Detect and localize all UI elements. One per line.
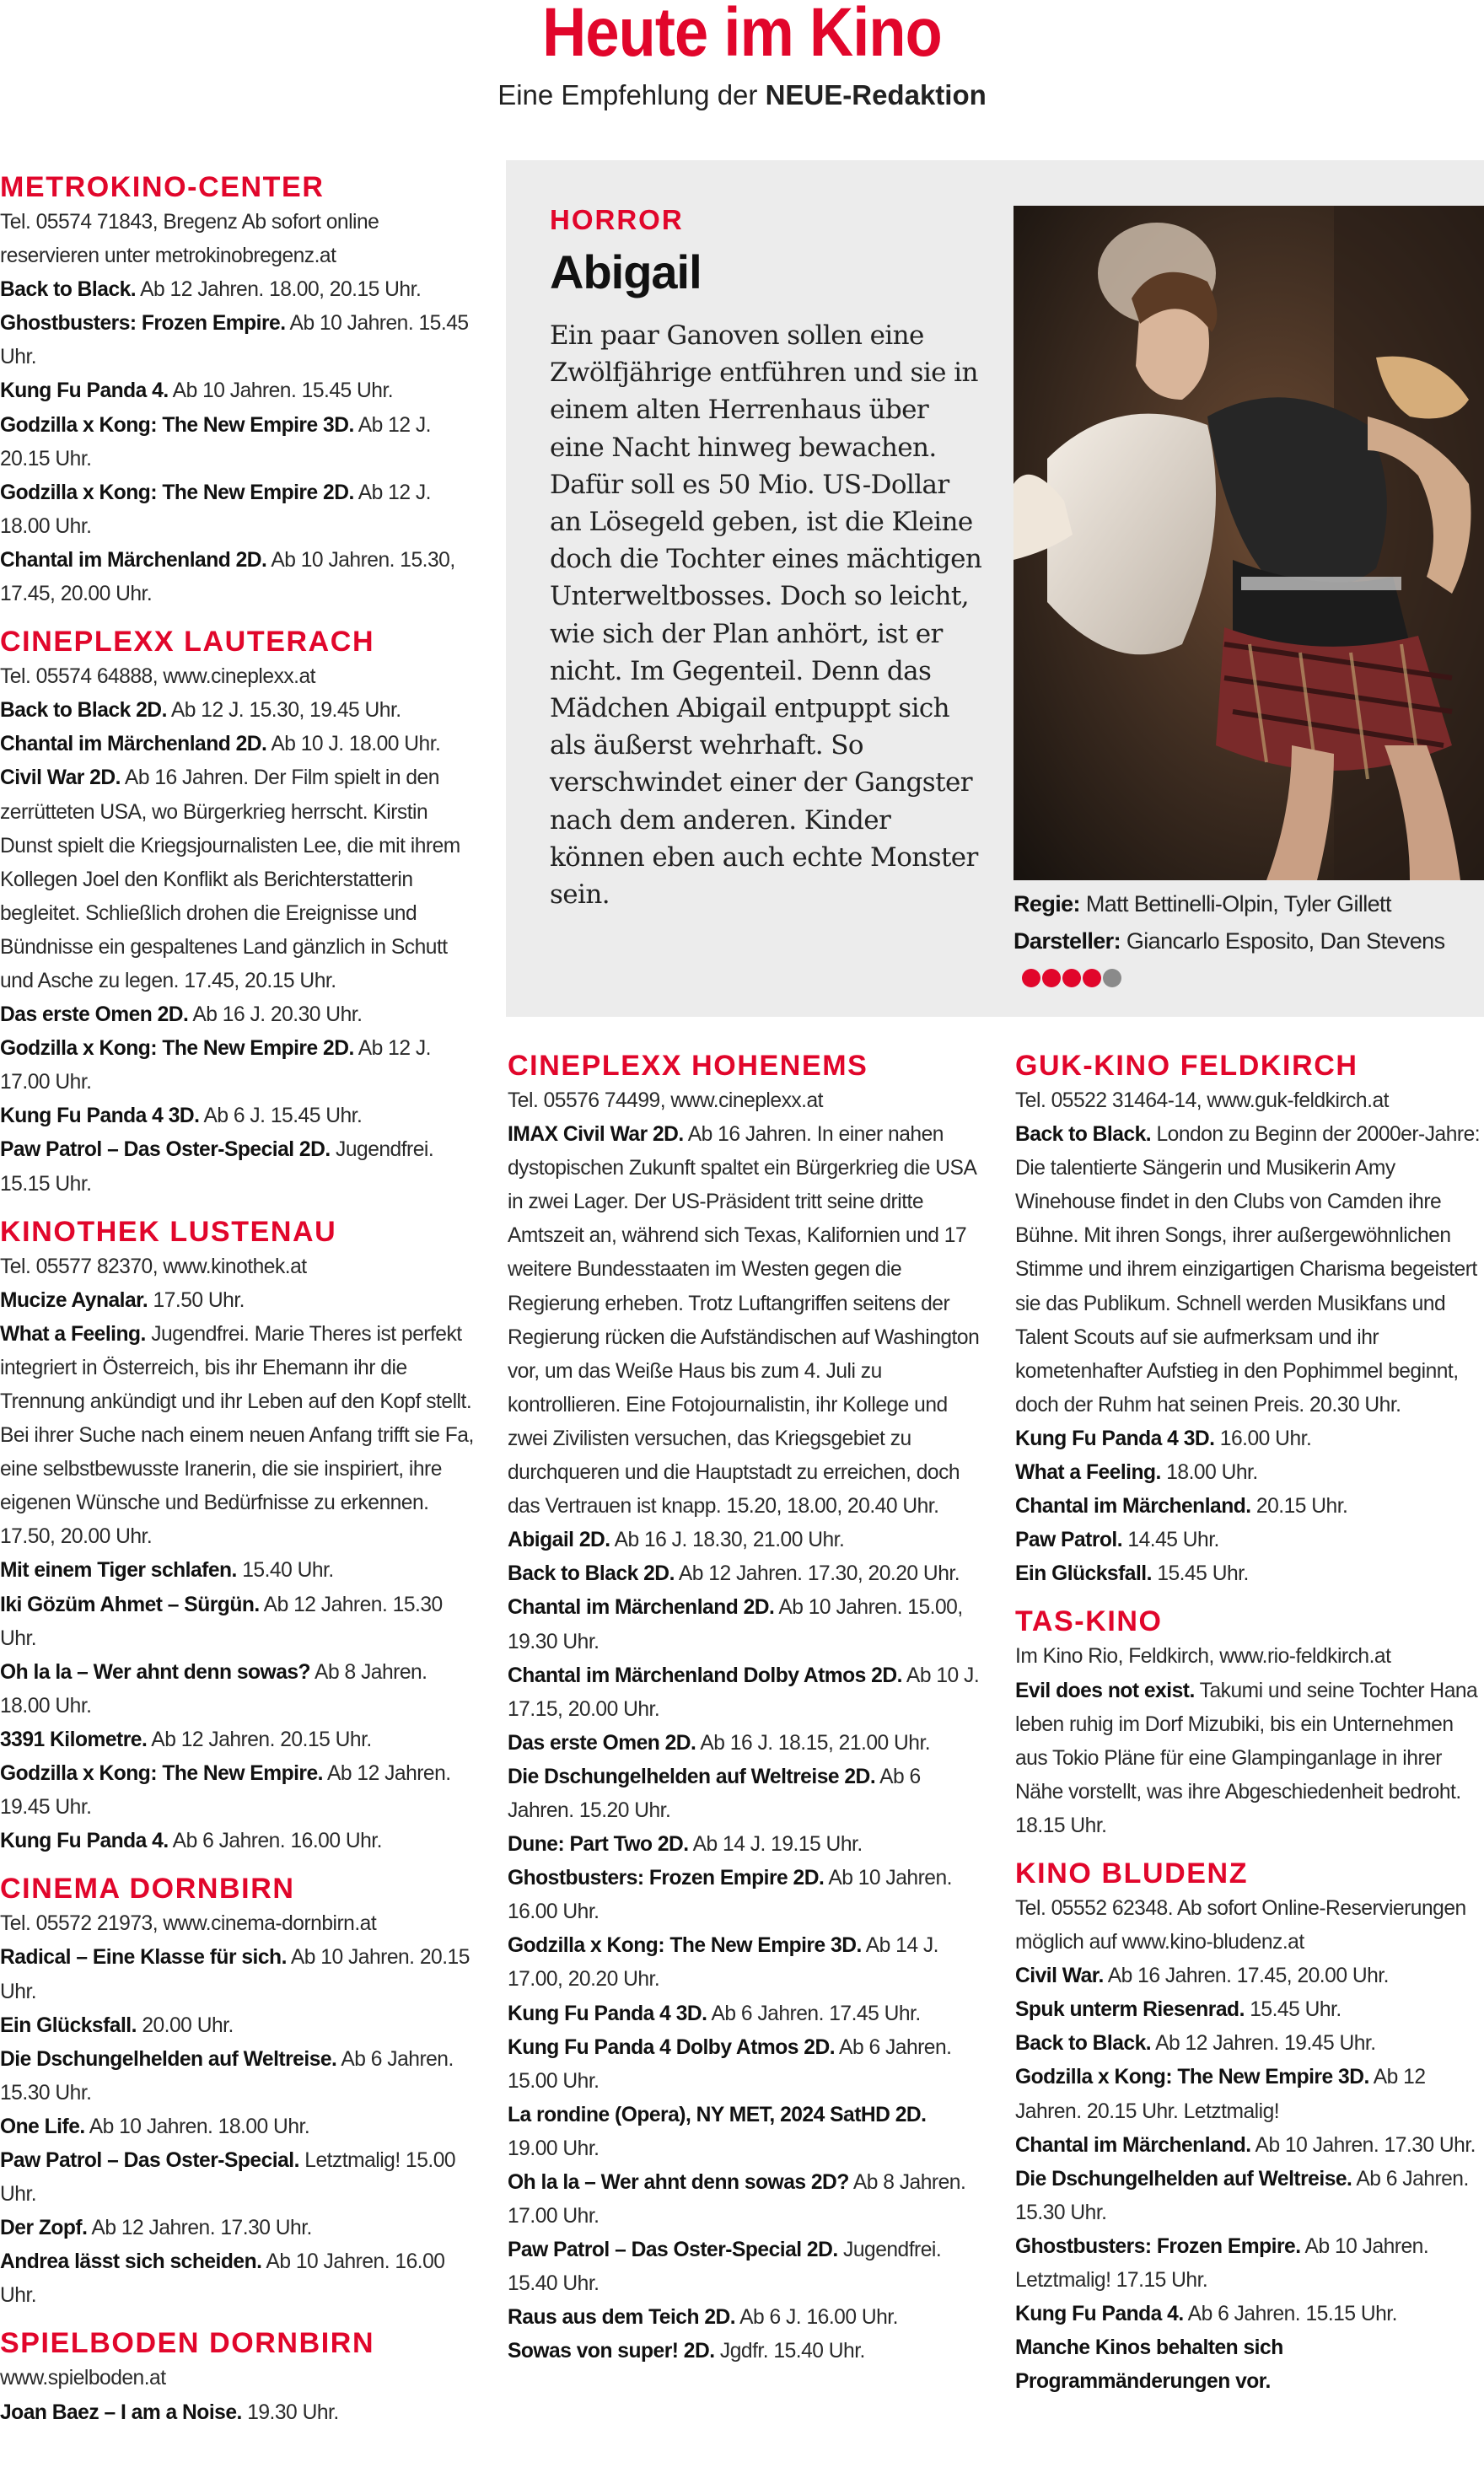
cinema-info: Tel. 05552 62348. Ab sofort Online-Reservierungen möglich auf www.kino-bludenz.at xyxy=(1015,1896,1466,1954)
film-details: 14.45 Uhr. xyxy=(1122,1529,1219,1552)
program-note: Manche Kinos behalten sich Programmänderungen vor. xyxy=(1015,2336,1283,2394)
listing-item xyxy=(0,1284,474,1318)
feature-genre: HORROR xyxy=(550,204,684,235)
listing-item xyxy=(508,1524,980,1557)
film-title: Chantal im Märchenland. xyxy=(1015,2133,1251,2157)
film-title: Ein Glücksfall. xyxy=(1015,1562,1152,1586)
rating-dot-filled xyxy=(1042,969,1061,987)
film-details: Ab 10 J. 18.00 Uhr. xyxy=(266,733,441,756)
rating-dots xyxy=(1022,961,1123,998)
listing-item xyxy=(508,2301,980,2335)
page-subtitle xyxy=(0,79,1484,111)
cinema-info: Tel. 05522 31464-14, www.guk-feldkirch.at xyxy=(1015,1089,1389,1112)
listing-item xyxy=(0,998,474,1032)
film-details: Ab 6 Jahren. 15.15 Uhr. xyxy=(1183,2303,1397,2326)
film-title: Spuk unterm Riesenrad. xyxy=(1015,1998,1245,2022)
film-title: Kung Fu Panda 4 3D. xyxy=(0,1105,200,1128)
right-column xyxy=(1015,1035,1484,2404)
cinema-block xyxy=(1015,1855,1484,2399)
film-title: Sowas von super! 2D. xyxy=(508,2340,715,2363)
film-title: Kung Fu Panda 4. xyxy=(0,379,169,403)
listing-item xyxy=(508,1862,980,1929)
listing-item xyxy=(1015,1422,1484,1456)
film-details: 17.50 Uhr. xyxy=(148,1288,245,1312)
film-title: Back to Black. xyxy=(1015,1123,1152,1147)
film-title: Paw Patrol – Das Oster-Special. xyxy=(0,2148,299,2172)
film-title: Das erste Omen 2D. xyxy=(508,1731,696,1755)
film-title: Back to Black. xyxy=(0,278,137,302)
director-label: Regie: xyxy=(1014,891,1080,917)
rating-dot-filled xyxy=(1022,969,1040,987)
film-details: Ab 10 Jahren. 20.15 Uhr. xyxy=(0,1946,470,2003)
film-details: Ab 8 Jahren. 17.00 Uhr. xyxy=(508,2171,966,2228)
film-details: Ab 12 Jahren. 15.30 Uhr. xyxy=(0,1593,443,1650)
film-details: Ab 16 J. 18.15, 21.00 Uhr. xyxy=(696,1731,931,1755)
film-details: Ab 12 Jahren. 17.30 Uhr. xyxy=(87,2217,312,2240)
listing-item xyxy=(0,273,474,307)
film-title: Ghostbusters: Frozen Empire 2D. xyxy=(508,1867,825,1890)
listing-item xyxy=(1015,2230,1484,2298)
film-title: Die Dschungelhelden auf Weltreise. xyxy=(0,2047,337,2071)
listing-item xyxy=(0,1825,474,1858)
listing-item xyxy=(1015,1675,1484,1843)
film-title: Chantal im Märchenland Dolby Atmos 2D. xyxy=(508,1664,902,1687)
listing-item xyxy=(0,409,474,476)
film-details: 19.00 Uhr. xyxy=(508,2137,600,2160)
listing-item xyxy=(508,1761,980,1828)
listing-item xyxy=(508,1659,980,1727)
film-details: Ab 10 Jahren. 16.00 Uhr. xyxy=(508,1867,952,1924)
listing-item xyxy=(0,1099,474,1133)
film-title: Civil War 2D. xyxy=(0,766,121,790)
listing-item xyxy=(1015,2129,1484,2163)
film-details: Ab 12 Jahren. 19.45 Uhr. xyxy=(1151,2032,1376,2056)
film-details: 15.45 Uhr. xyxy=(1244,1998,1342,2022)
film-details: Ab 6 Jahren. 15.30 Uhr. xyxy=(1015,2167,1469,2224)
film-details: Ab 16 J. 18.30, 21.00 Uhr. xyxy=(610,1529,845,1552)
film-title: Godzilla x Kong: The New Empire 2D. xyxy=(0,1037,354,1061)
listing-item xyxy=(508,1997,980,2031)
film-details: London zu Beginn der 2000er-Jahre: Die talentierte Sängerin und Musikerin Amy Winehouse findet in den Clubs von Camden ihre Bühne. Mit ihren Songs, ihrer außergewöhnlichen Stimme und ihrem einzigartigen Charisma begeistert sie das Publikum. Schnell werden Musikfans und Talent Scouts auf sie aufmerksam und ihr kometenhafter Aufstieg in den Pophimmel beginnt, doch der Ruhm hat seinen Preis. 20.30 Uhr. xyxy=(1015,1123,1481,1417)
listing-item xyxy=(1015,2298,1484,2331)
cinema-info: Im Kino Rio, Feldkirch, www.rio-feldkirch.at xyxy=(1015,1645,1391,1669)
listing-item xyxy=(1015,1557,1484,1591)
cinema-block xyxy=(0,623,474,1201)
film-details: Jgdfr. 15.40 Uhr. xyxy=(714,2340,865,2363)
listing-item xyxy=(1015,1524,1484,1557)
film-details: Ab 12 J. 17.00 Uhr. xyxy=(0,1037,432,1094)
film-details: Ab 8 Jahren. 18.00 Uhr. xyxy=(0,1660,427,1718)
film-title: Ghostbusters: Frozen Empire. xyxy=(0,312,286,336)
listing-item xyxy=(0,307,474,374)
film-details: Ab 12 J. 18.00 Uhr. xyxy=(0,481,432,538)
director-names: Matt Bettinelli-Olpin, Tyler Gillett xyxy=(1079,891,1391,917)
cinema-block xyxy=(0,1213,474,1859)
listing-item xyxy=(1015,1993,1484,2027)
film-details: Ab 14 J. 17.00, 20.20 Uhr. xyxy=(508,1934,939,1992)
listing-item xyxy=(508,1828,980,1862)
rating-dot-filled xyxy=(1062,969,1081,987)
listing-item xyxy=(0,1589,474,1656)
film-details: Ab 6 Jahren. 16.00 Uhr. xyxy=(168,1830,382,1853)
listing-item xyxy=(0,1554,474,1588)
cinema-name: SPIELBODEN DORNBIRN xyxy=(0,2327,375,2360)
film-details: Ab 6 Jahren. 15.30 Uhr. xyxy=(0,2047,454,2105)
listing-item xyxy=(508,1591,980,1658)
film-details: Ab 14 J. 19.15 Uhr. xyxy=(688,1833,863,1857)
listing-item xyxy=(0,2043,474,2110)
listing-item xyxy=(0,2245,474,2313)
listing-item xyxy=(1015,1456,1484,1490)
listing-item xyxy=(1015,2061,1484,2128)
middle-column xyxy=(508,1035,980,2374)
film-title: Chantal im Märchenland 2D. xyxy=(0,548,267,572)
film-details: Takumi und seine Tochter Hana leben ruhig im Dorf Mizubiki, bis ein Unternehmen aus Tokio Pläne für eine Glampinganlage in ihrer Nähe vorstellt, was ihre Abgeschiedenheit bedroht. 18.15 Uhr. xyxy=(1015,1679,1478,1837)
cinema-info: Tel. 05574 71843, Bregenz Ab sofort online reservieren unter metrokinobregenz.at xyxy=(0,211,379,268)
feature-text: Ein paar Ganoven sollen eine Zwölfjährige entführen und sie in einem alten Herrenhaus über eine Nacht hinweg bewachen. Dafür soll es 50 Mio. US-Dollar an Lösegeld geben, ist die Kleine doch die Tochter eines mächtigen Unterweltbosses. Doch so leicht, wie sich der Plan anhört, ist er nicht. Im Gegenteil. Denn das Mädchen Abigail entpuppt sich als äußerst wehrhaft. So verschwindet einer der Gangster nach dem anderen. Kinder können eben auch echte Monster sein. xyxy=(550,320,982,911)
listing-item xyxy=(0,2110,474,2144)
film-details: 19.30 Uhr. xyxy=(241,2400,339,2424)
feature-title: Abigail xyxy=(550,245,702,298)
cinema-block xyxy=(0,169,474,611)
cinema-name: CINEMA DORNBIRN xyxy=(0,1873,295,1906)
film-title: What a Feeling. xyxy=(1015,1461,1161,1485)
cinema-block xyxy=(0,2325,474,2429)
film-details: Ab 6 Jahren. 15.20 Uhr. xyxy=(508,1765,921,1822)
film-title: Oh la la – Wer ahnt denn sowas? xyxy=(0,1660,311,1684)
listing-item xyxy=(1015,1118,1484,1422)
film-title: Kung Fu Panda 4. xyxy=(1015,2303,1184,2326)
feature-photo xyxy=(1014,206,1484,880)
listing-item xyxy=(0,1723,474,1757)
listing-item xyxy=(1015,1959,1484,1993)
film-details: Ab 12 Jahren. 20.15 Uhr. Letztmalig! xyxy=(1015,2066,1426,2123)
listing-item xyxy=(0,2396,474,2430)
subtitle-brand: NEUE-Redaktion xyxy=(765,79,987,110)
director-line xyxy=(1014,885,1469,922)
listing-item xyxy=(0,694,474,728)
film-details: Ab 12 Jahren. 20.15 Uhr. xyxy=(147,1728,372,1751)
film-title: Joan Baez – I am a Noise. xyxy=(0,2400,242,2424)
film-title: Mucize Aynalar. xyxy=(0,1288,148,1312)
cast-line xyxy=(1014,922,1469,998)
listing-item xyxy=(0,1656,474,1723)
film-title: Godzilla x Kong: The New Empire 3D. xyxy=(1015,2066,1369,2089)
film-title: Civil War. xyxy=(1015,1965,1104,1988)
listing-item xyxy=(508,1727,980,1761)
cinema-block xyxy=(0,1870,474,2313)
film-details: Ab 12 Jahren. 19.45 Uhr. xyxy=(0,1762,451,1820)
listing-item xyxy=(508,2031,980,2099)
film-title: Godzilla x Kong: The New Empire 2D. xyxy=(0,481,354,504)
cinema-name: CINEPLEXX LAUTERACH xyxy=(0,626,375,659)
film-title: 3391 Kilometre. xyxy=(0,1728,148,1751)
listing-item xyxy=(0,374,474,408)
cinema-info: www.spielboden.at xyxy=(0,2367,166,2390)
film-details: Ab 6 J. 15.45 Uhr. xyxy=(199,1105,363,1128)
page-header xyxy=(0,0,1484,169)
film-details: Letztmalig! 15.00 Uhr. xyxy=(0,2148,456,2207)
film-details: 20.15 Uhr. xyxy=(1250,1495,1348,1519)
cinema-info: Tel. 05576 74499, www.cineplexx.at xyxy=(508,1089,824,1112)
cast-label: Darsteller: xyxy=(1014,928,1121,954)
film-title: Kung Fu Panda 4. xyxy=(0,1830,169,1853)
film-details: Jugendfrei. Marie Theres ist perfekt integriert in Österreich, bis ihr Ehemann ihr die Trennung ankündigt und ihr Leben auf den Kopf stellt. Bei ihrer Suche nach einem neuen Anfang trifft sie Fa, eine selbstbewusste Iranerin, die sie inspiriert, ihre eigenen Wünsche und Bedürfnisse zu erkennen. 17.50, 20.00 Uhr. xyxy=(0,1322,474,1549)
film-details: Ab 12 Jahren. 17.30, 20.20 Uhr. xyxy=(674,1562,960,1586)
film-title: Back to Black 2D. xyxy=(508,1562,675,1586)
feature-box xyxy=(506,160,1484,1017)
film-details: Ab 10 J. 17.15, 20.00 Uhr. xyxy=(508,1664,980,1721)
listing-item xyxy=(0,761,474,998)
film-title: Abigail 2D. xyxy=(508,1529,610,1552)
film-title: Back to Black. xyxy=(1015,2032,1152,2056)
film-title: Andrea lässt sich scheiden. xyxy=(0,2250,262,2274)
film-title: What a Feeling. xyxy=(0,1322,146,1346)
film-details: Ab 12 J. 15.30, 19.45 Uhr. xyxy=(166,699,401,723)
film-details: 16.00 Uhr. xyxy=(1214,1427,1312,1450)
film-title: Das erste Omen 2D. xyxy=(0,1003,189,1027)
film-title: Godzilla x Kong: The New Empire 3D. xyxy=(508,1934,862,1958)
film-title: Chantal im Märchenland 2D. xyxy=(0,733,267,756)
film-title: Oh la la – Wer ahnt denn sowas 2D? xyxy=(508,2171,849,2194)
rating-dot-empty xyxy=(1103,969,1121,987)
listing-item xyxy=(0,728,474,761)
listing-item xyxy=(508,1557,980,1591)
film-details: Ab 10 Jahren. 15.45 Uhr. xyxy=(168,379,394,403)
film-details: Ab 6 Jahren. 15.00 Uhr. xyxy=(508,2035,952,2093)
film-details: Jugendfrei. 15.40 Uhr. xyxy=(508,2239,942,2296)
cinema-name: TAS-KINO xyxy=(1015,1605,1163,1638)
film-title: Der Zopf. xyxy=(0,2217,88,2240)
film-title: Raus aus dem Teich 2D. xyxy=(508,2306,736,2330)
film-details: Ab 16 J. 20.30 Uhr. xyxy=(188,1003,363,1027)
listing-item xyxy=(508,2166,980,2234)
film-details: Ab 16 Jahren. 17.45, 20.00 Uhr. xyxy=(1103,1965,1389,1988)
film-title: IMAX Civil War 2D. xyxy=(508,1123,684,1147)
cinema-block xyxy=(508,1047,980,2369)
film-title: Ghostbusters: Frozen Empire. xyxy=(1015,2234,1301,2258)
cast-names: Giancarlo Esposito, Dan Stevens xyxy=(1120,928,1445,954)
film-details: Ab 10 Jahren. 18.00 Uhr. xyxy=(84,2115,310,2138)
listing-item xyxy=(0,1032,474,1099)
film-details: Ab 10 Jahren. 16.00 Uhr. xyxy=(0,2250,445,2308)
film-title: Iki Gözüm Ahmet – Sürgün. xyxy=(0,1593,260,1616)
listing-item xyxy=(1015,2163,1484,2230)
film-title: Chantal im Märchenland. xyxy=(1015,1495,1251,1519)
film-details: 15.45 Uhr. xyxy=(1151,1562,1249,1586)
listing-item xyxy=(0,1757,474,1825)
movie-still-image xyxy=(1014,206,1484,880)
listing-item xyxy=(0,2009,474,2043)
film-title: Die Dschungelhelden auf Weltreise. xyxy=(1015,2167,1352,2191)
listing-item xyxy=(508,1118,980,1524)
listing-item xyxy=(1015,1490,1484,1524)
listing-item xyxy=(1015,2027,1484,2061)
film-details: Ab 10 Jahren. 15.45 Uhr. xyxy=(0,312,469,369)
film-details: Ab 10 Jahren. 17.30 Uhr. xyxy=(1250,2133,1476,2157)
cinema-name: KINOTHEK LUSTENAU xyxy=(0,1215,337,1248)
film-title: Dune: Part Two 2D. xyxy=(508,1833,689,1857)
film-details: Ab 10 Jahren. 15.30, 17.45, 20.00 Uhr. xyxy=(0,548,455,606)
cinema-name: KINO BLUDENZ xyxy=(1015,1857,1249,1890)
listing-item xyxy=(508,1929,980,1997)
film-details: Ab 10 Jahren. 15.00, 19.30 Uhr. xyxy=(508,1596,963,1653)
film-details: Ab 10 Jahren. Letztmalig! 17.15 Uhr. xyxy=(1015,2234,1429,2292)
cinema-name: CINEPLEXX HOHENEMS xyxy=(508,1050,868,1082)
listing-item xyxy=(0,544,474,611)
film-title: Die Dschungelhelden auf Weltreise 2D. xyxy=(508,1765,876,1788)
feature-credits xyxy=(1014,885,1469,998)
cinema-block xyxy=(1015,1047,1484,1591)
film-details: 18.00 Uhr. xyxy=(1160,1461,1258,1485)
film-details: Ab 6 J. 16.00 Uhr. xyxy=(735,2306,898,2330)
subtitle-prefix: Eine Empfehlung der xyxy=(497,79,766,110)
page-title: Heute im Kino xyxy=(542,0,942,71)
film-title: Kung Fu Panda 4 3D. xyxy=(508,2002,707,2025)
left-column xyxy=(0,157,474,2435)
film-title: Back to Black 2D. xyxy=(0,699,167,723)
film-title: Paw Patrol – Das Oster-Special 2D. xyxy=(508,2239,838,2262)
film-title: Kung Fu Panda 4 3D. xyxy=(1015,1427,1215,1450)
listing-item xyxy=(508,2099,980,2166)
cinema-name: GUK-KINO FELDKIRCH xyxy=(1015,1050,1358,1082)
listing-item xyxy=(0,2144,474,2212)
film-title: Ein Glücksfall. xyxy=(0,2013,137,2037)
film-details: Jugendfrei. 15.15 Uhr. xyxy=(0,1138,434,1196)
listing-item xyxy=(0,1941,474,2008)
film-details: Ab 12 Jahren. 18.00, 20.15 Uhr. xyxy=(136,278,422,302)
film-title: Godzilla x Kong: The New Empire. xyxy=(0,1762,324,1786)
film-details: Ab 16 Jahren. Der Film spielt in den zerrütteten USA, wo Bürgerkrieg herrscht. Kirstin Dunst spielt die Kriegsjournalisten Lee, die mit ihrem Kollegen Joel den Konflikt als Berichterstatterin begleitet. Schließlich drohen die Ereignisse und Bündnisse ein gespaltenes Land gänzlich in Schutt und Asche zu legen. 17.45, 20.15 Uhr. xyxy=(0,766,460,992)
cinema-info: Tel. 05577 82370, www.kinothek.at xyxy=(0,1255,307,1278)
film-title: Kung Fu Panda 4 Dolby Atmos 2D. xyxy=(508,2035,836,2059)
listing-item xyxy=(508,2335,980,2368)
film-details: Ab 16 Jahren. In einer nahen dystopischen Zukunft spaltet ein Bürgerkrieg die USA in zwei Lager. Der US-Präsident tritt seine dritte Amtszeit an, während sich Texas, Kalifornien und 17 weitere Bundesstaaten im Westen gegen die Regierung erheben. Trotz Luftangriffen seitens der Regierung rücken die Aufständischen auf Washington vor, um das Weiße Haus bis zum 4. Juli zu kontrollieren. Eine Fotojournalistin, ihr Kollege und zwei Zivilisten versuchen, das Kriegsgebiet zu durchqueren und die Hauptstadt zu erreichen, doch das Vertrauen ist knapp. 15.20, 18.00, 20.40 Uhr. xyxy=(508,1123,980,1519)
film-title: La rondine (Opera), NY MET, 2024 SatHD 2D. xyxy=(508,2103,927,2126)
listing-item xyxy=(0,476,474,544)
film-title: Paw Patrol – Das Oster-Special 2D. xyxy=(0,1138,331,1162)
listing-item xyxy=(0,1318,474,1555)
cinema-name: METROKINO-CENTER xyxy=(0,171,325,203)
film-details: Ab 6 Jahren. 17.45 Uhr. xyxy=(707,2002,921,2025)
film-details: 15.40 Uhr. xyxy=(236,1559,334,1583)
film-title: Godzilla x Kong: The New Empire 3D. xyxy=(0,413,354,437)
listing-item xyxy=(0,2212,474,2245)
film-details: Ab 12 J. 20.15 Uhr. xyxy=(0,413,432,470)
cinema-info: Tel. 05572 21973, www.cinema-dornbirn.at xyxy=(0,1912,377,1936)
film-details: 20.00 Uhr. xyxy=(136,2013,234,2037)
cinema-info: Tel. 05574 64888, www.cineplexx.at xyxy=(0,665,316,689)
film-title: One Life. xyxy=(0,2115,85,2138)
film-title: Evil does not exist. xyxy=(1015,1679,1195,1702)
listing-item xyxy=(0,1133,474,1201)
cinema-block xyxy=(1015,1603,1484,1843)
film-title: Paw Patrol. xyxy=(1015,1529,1123,1552)
film-title: Radical – Eine Klasse für sich. xyxy=(0,1946,287,1970)
rating-dot-filled xyxy=(1083,969,1101,987)
film-title: Chantal im Märchenland 2D. xyxy=(508,1596,775,1620)
film-title: Mit einem Tiger schlafen. xyxy=(0,1559,237,1583)
listing-item xyxy=(508,2234,980,2301)
